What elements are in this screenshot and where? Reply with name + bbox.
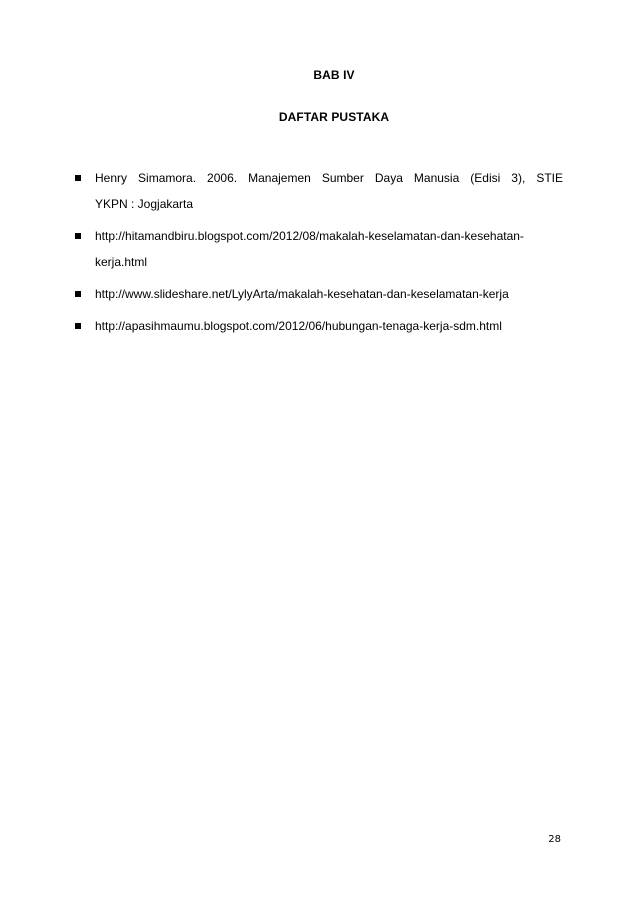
reference-link-line: http://hitamandbiru.blogspot.com/2012/08/makalah-keselamatan-dan-kesehatan- xyxy=(95,229,524,243)
reference-list xyxy=(73,165,563,345)
reference-link-line: kerja.html xyxy=(95,255,148,269)
reference-link-line: http://www.slideshare.net/LylyArta/makalah-kesehatan-dan-keselamatan-kerja xyxy=(95,287,509,301)
square-bullet-icon xyxy=(75,323,81,329)
reference-link-line: http://apasihmaumu.blogspot.com/2012/06/hubungan-tenaga-kerja-sdm.html xyxy=(95,319,502,333)
chapter-heading: BAB IV xyxy=(313,68,355,82)
section-title: DAFTAR PUSTAKA xyxy=(278,110,390,124)
reference-item xyxy=(73,313,563,339)
square-bullet-icon xyxy=(75,291,81,297)
reference-item xyxy=(73,223,563,275)
reference-item xyxy=(73,165,563,217)
reference-item xyxy=(73,281,563,307)
reference-text-line: YKPN : Jogjakarta xyxy=(95,197,194,211)
reference-text-line: Henry Simamora. 2006. Manajemen Sumber Daya Manusia (Edisi 3), STIE xyxy=(95,171,563,185)
page-number: 28 xyxy=(548,834,561,845)
square-bullet-icon xyxy=(75,175,81,181)
square-bullet-icon xyxy=(75,233,81,239)
